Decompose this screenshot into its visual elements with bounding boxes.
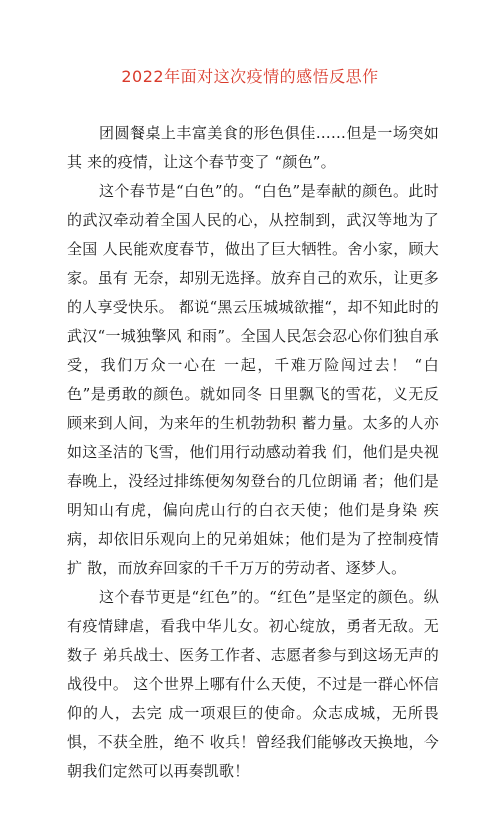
- paragraph-white: 这个春节是“白色”的。“白色”是奉献的颜色。此时 的武汉牵动着全国人民的心，从控制到，武汉等地为了全国 人民能欢度春节，做出了巨大牺牲。舍小家，顾大家。虽有 无奈，却别无选择。放弃自己的欢乐，让更多的人享受快乐。 都说“黑云压城城欲摧“，却不知此时的武汉“一城独擎风 和雨”。全国人民怎会忍心你们独自承受，我们万众一心在 一起，千难万险闯过去！ “白色”是勇敢的颜色。就如同冬 日里飘飞的雪花，义无反顾来到人间，为来年的生机勃勃积 蓄力量。太多的人亦如这圣洁的飞雪，他们用行动感动着我 们，他们是央视春晚上，没经过排练便匆匆登台的几位朗诵 者；他们是明知山有虎，偏向虎山行的白衣天使；他们是身染 疾病，却依旧乐观向上的兄弟姐妹；他们是为了控制疫情扩 散，而放弃回家的千千万万的劳动者、逐梦人。: [67, 182, 439, 577]
- paragraph-intro: 团圆餐桌上丰富美食的形色俱佳……但是一场突如其 来的疫情，让这个春节变了 “颜色”。: [67, 124, 439, 171]
- document-body: [67, 119, 439, 786]
- document-title: 2022年面对这次疫情的感悟反思作: [121, 67, 379, 86]
- paragraph-red: 这个春节更是“红色”的。“红色”是坚定的颜色。纵 有疫情肆虐，看我中华儿女。初心绽放，勇者无敌。无数子 弟兵战士、医务工作者、志愿者参与到这场无声的战役中。 这个世界上哪有什么天使，不过是一群心怀信仰的人，去完 成一项艰巨的使命。众志成城，无所畏惧，不获全胜，绝不 收兵！曾经我们能够改天换地，今朝我们定然可以再奏凯歌！: [67, 588, 439, 780]
